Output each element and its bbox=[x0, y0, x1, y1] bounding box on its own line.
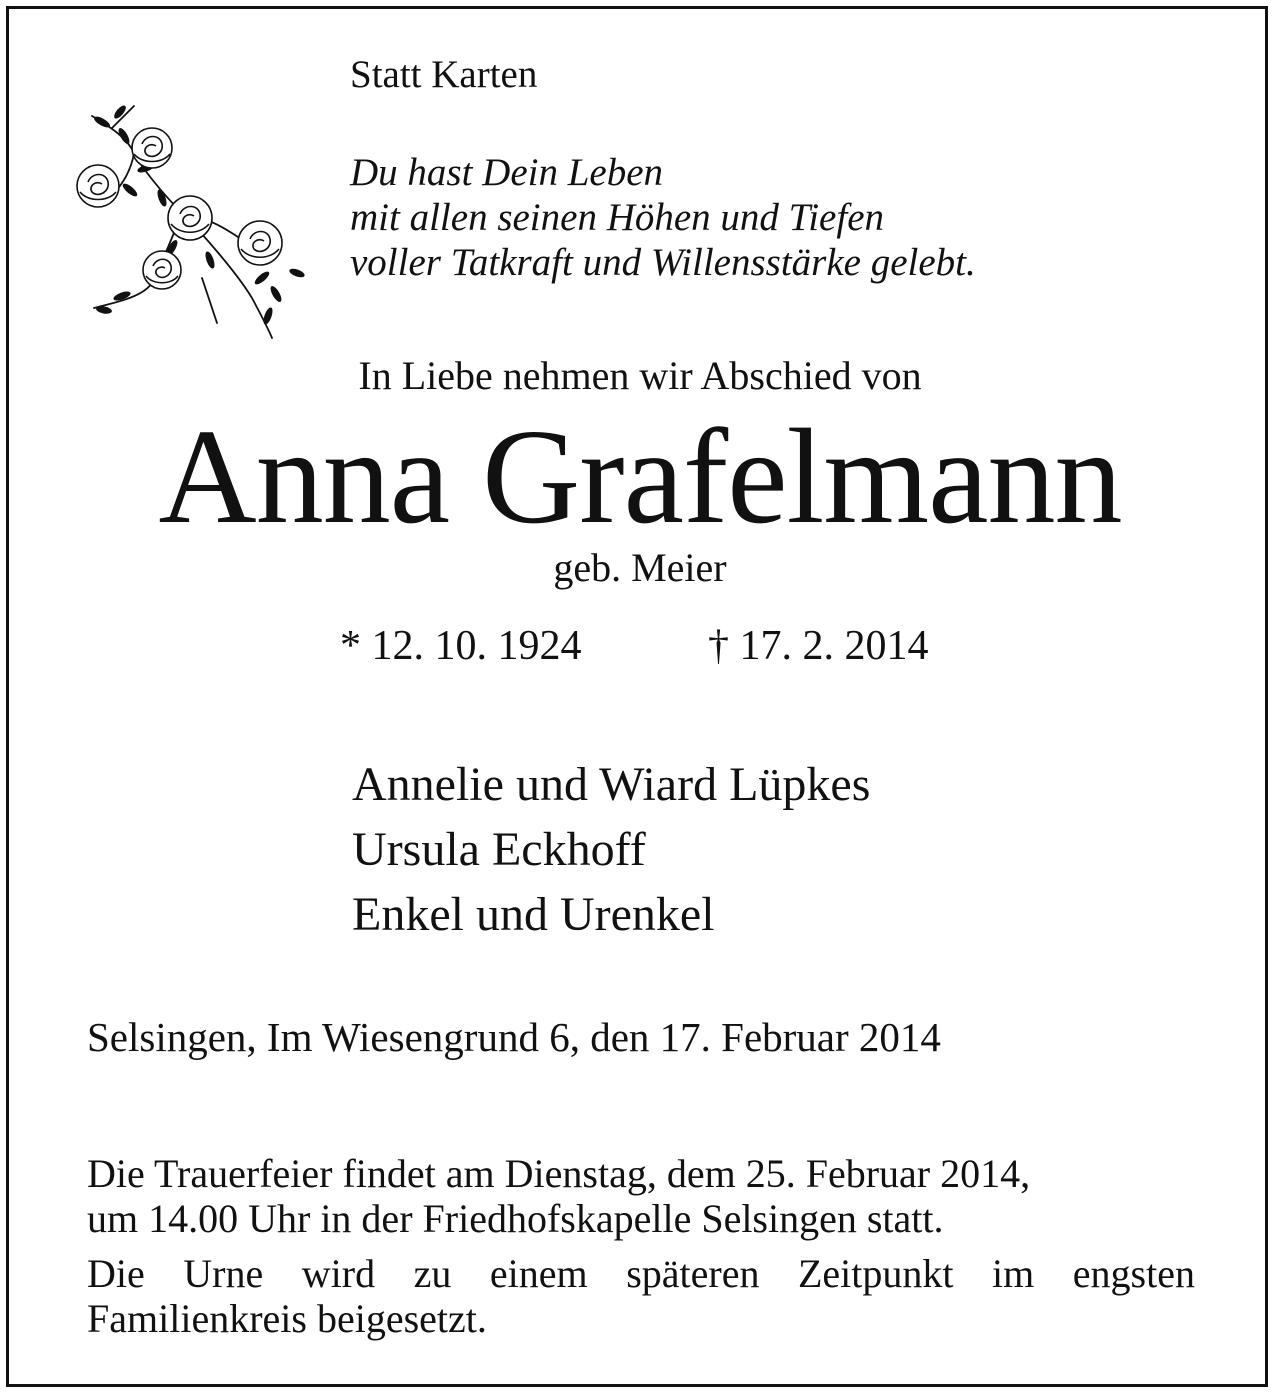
deceased-name: Anna Grafelmann bbox=[158, 402, 1122, 552]
urn-line: Die Urne wird zu einem späteren Zeitpunkt im engsten bbox=[87, 1251, 1195, 1296]
header-text: Statt Karten bbox=[350, 53, 538, 96]
funeral-line: Die Trauerfeier findet am Dienstag, dem 25. Februar 2014, bbox=[87, 1151, 1031, 1196]
urn-line: Familienkreis beigesetzt. bbox=[87, 1296, 487, 1341]
maiden-name: geb. Meier bbox=[553, 545, 727, 590]
verse bbox=[350, 150, 976, 285]
mourner-line: Ursula Eckhoff bbox=[352, 823, 646, 876]
funeral-line: um 14.00 Uhr in der Friedhofskapelle Selsingen statt. bbox=[87, 1196, 944, 1241]
mourner-line: Annelie und Wiard Lüpkes bbox=[352, 758, 871, 811]
funeral-notice bbox=[87, 1151, 1195, 1241]
place-date: Selsingen, Im Wiesengrund 6, den 17. Februar 2014 bbox=[87, 1014, 941, 1060]
urn-notice bbox=[87, 1251, 1195, 1341]
death-date: † 17. 2. 2014 bbox=[708, 623, 929, 669]
mourner-line: Enkel und Urenkel bbox=[352, 888, 715, 941]
birth-date: * 12. 10. 1924 bbox=[340, 623, 582, 669]
intro-text: In Liebe nehmen wir Abschied von bbox=[358, 353, 922, 398]
mourners-list bbox=[352, 752, 870, 947]
verse-line: Du hast Dein Leben bbox=[350, 151, 664, 194]
rose-branch-icon bbox=[72, 98, 312, 343]
verse-line: mit allen seinen Höhen und Tiefen bbox=[350, 196, 885, 239]
verse-line: voller Tatkraft und Willensstärke gelebt. bbox=[350, 241, 976, 284]
